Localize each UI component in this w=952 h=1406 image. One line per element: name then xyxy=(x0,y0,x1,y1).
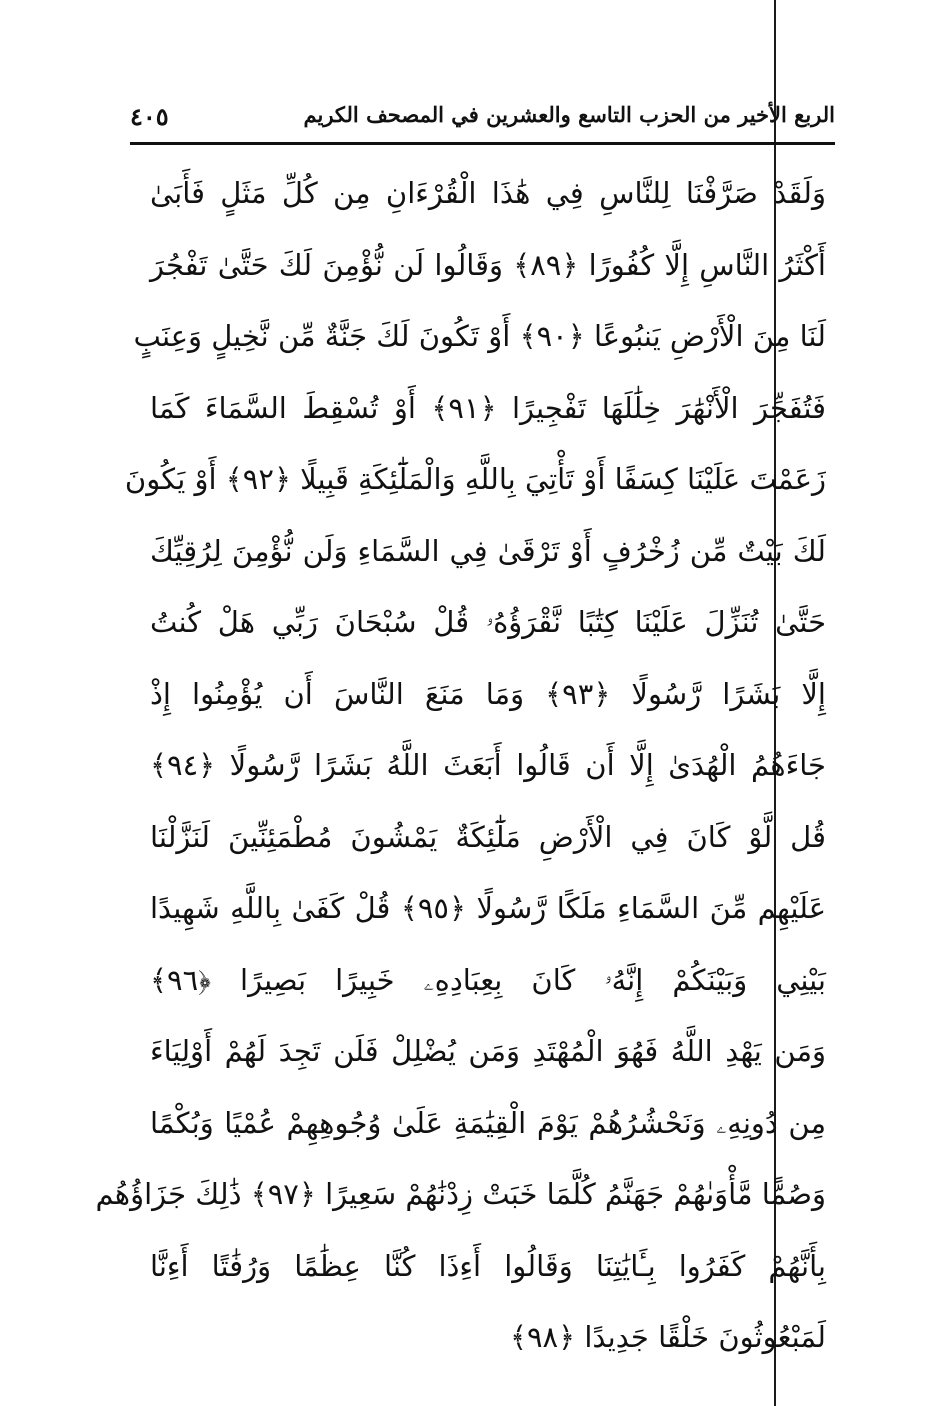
verse-line: لَكَ بَيْتٌ مِّن زُخْرُفٍ أَوْ تَرْقَىٰ فِي السَّمَاءِ وَلَن نُّؤْمِنَ لِرُقِيِّكَ xyxy=(150,533,826,568)
verse-line: وَصُمًّا مَّأْوَىٰهُمْ جَهَنَّمُ كُلَّمَا خَبَتْ زِدْنَٰهُمْ سَعِيرًا ﴿٩٧﴾ ذَٰلِكَ جَزَاؤُهُم xyxy=(95,1177,826,1211)
verse-line: وَلَقَدْ صَرَّفْنَا لِلنَّاسِ فِي هَٰذَا الْقُرْءَانِ مِن كُلِّ مَثَلٍ فَأَبَىٰ xyxy=(150,176,826,210)
verse-line: لَمَبْعُوثُونَ خَلْقًا جَدِيدًا ﴿٩٨﴾ xyxy=(509,1320,826,1354)
verse-line: حَتَّىٰ تُنَزِّلَ عَلَيْنَا كِتَٰبًا نَّقْرَؤُهُۥ قُلْ سُبْحَانَ رَبِّي هَلْ كُنتُ xyxy=(150,605,826,639)
verse-line: بِأَنَّهُمْ كَفَرُوا بِـَٔايَٰتِنَا وَقَالُوا أَءِذَا كُنَّا عِظَٰمًا وَرُفَٰتًا أَءِنَّا xyxy=(150,1248,826,1283)
page-number: ٤٠٥ xyxy=(130,102,169,131)
verse-line: جَاءَهُمُ الْهُدَىٰ إِلَّا أَن قَالُوا أَبَعَثَ اللَّهُ بَشَرًا رَّسُولًا ﴿٩٤﴾ xyxy=(150,748,826,782)
verse-line: أَكْثَرُ النَّاسِ إِلَّا كُفُورًا ﴿٨٩﴾ وَقَالُوا لَن نُّؤْمِنَ لَكَ حَتَّىٰ تَفْجُرَ xyxy=(150,247,826,282)
header-title: الربع الأخير من الحزب التاسع والعشرين في المصحف الكريم xyxy=(303,102,835,127)
verse-line: وَمَن يَهْدِ اللَّهُ فَهُوَ الْمُهْتَدِ وَمَن يُضْلِلْ فَلَن تَجِدَ لَهُمْ أَوْلِيَاءَ xyxy=(150,1034,826,1068)
verse-line: إِلَّا بَشَرًا رَّسُولًا ﴿٩٣﴾ وَمَا مَنَعَ النَّاسَ أَن يُؤْمِنُوا إِذْ xyxy=(150,676,826,711)
verse-line: بَيْنِي وَبَيْنَكُمْ إِنَّهُۥ كَانَ بِعِبَادِهِۦ خَبِيرًا بَصِيرًا ﴿٩٦﴾ xyxy=(150,962,826,997)
verses-block xyxy=(95,158,826,1374)
verse-line: مِن دُونِهِۦ وَنَحْشُرُهُمْ يَوْمَ الْقِيَٰمَةِ عَلَىٰ وُجُوهِهِمْ عُمْيًا وَبُكْمًا xyxy=(150,1105,826,1140)
verse-line: زَعَمْتَ عَلَيْنَا كِسَفًا أَوْ تَأْتِيَ بِاللَّهِ وَالْمَلَٰٓئِكَةِ قَبِيلًا ﴿٩٢﴾ أَوْ يَكُونَ xyxy=(124,462,826,496)
verse-line: لَنَا مِنَ الْأَرْضِ يَنبُوعًا ﴿٩٠﴾ أَوْ تَكُونَ لَكَ جَنَّةٌ مِّن نَّخِيلٍ وَعِنَبٍ xyxy=(133,319,826,353)
verse-line: عَلَيْهِم مِّنَ السَّمَاءِ مَلَكًا رَّسُولًا ﴿٩٥﴾ قُلْ كَفَىٰ بِاللَّهِ شَهِيدًا xyxy=(150,891,826,925)
page-header xyxy=(130,100,835,146)
verse-line: فَتُفَجِّرَ الْأَنْهَٰرَ خِلَٰلَهَا تَفْجِيرًا ﴿٩١﴾ أَوْ تُسْقِطَ السَّمَاءَ كَمَا xyxy=(150,390,826,425)
header-rule xyxy=(130,142,835,145)
verse-line: قُل لَّوْ كَانَ فِي الْأَرْضِ مَلَٰٓئِكَةٌ يَمْشُونَ مُطْمَئِنِّينَ لَنَزَّلْنَا xyxy=(150,819,826,854)
